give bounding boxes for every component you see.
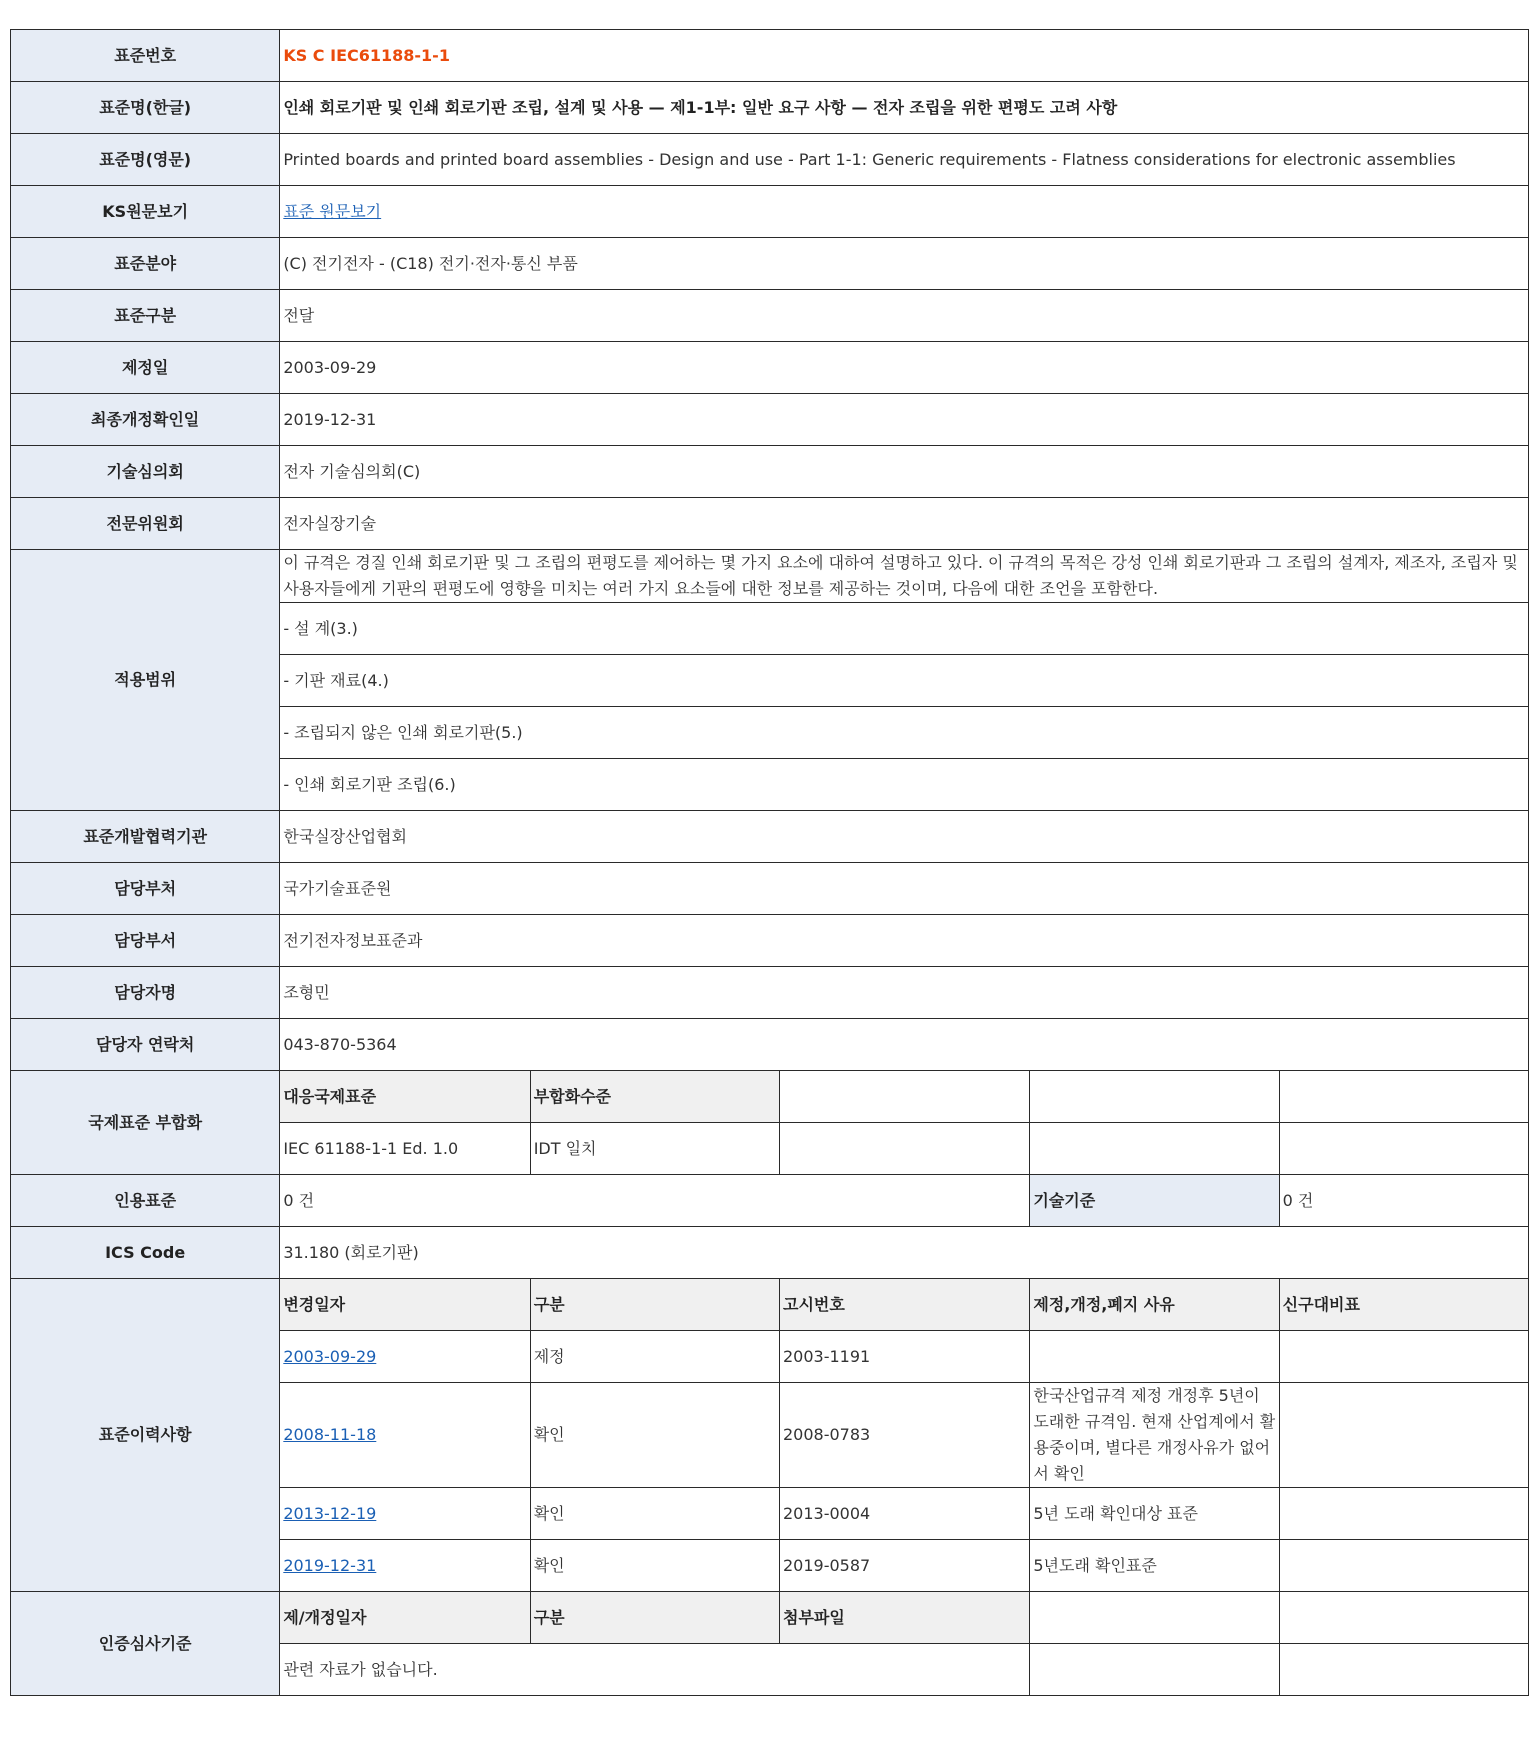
history-type: 확인: [530, 1383, 779, 1488]
category-value: 전달: [280, 290, 1529, 342]
standard-detail: [10, 29, 1529, 1696]
empty-cell: [1279, 1592, 1528, 1644]
row-ics: [11, 1227, 1529, 1279]
person-value: 조형민: [280, 967, 1529, 1019]
intl-level-value: IDT 일치: [530, 1123, 779, 1175]
label-last-confirmed: 최종개정확인일: [11, 394, 280, 446]
row-intl-header: [11, 1071, 1529, 1123]
history-header-notice: 고시번호: [779, 1279, 1029, 1331]
history-comparison: [1279, 1540, 1528, 1592]
cert-header-attachment: 첨부파일: [779, 1592, 1029, 1644]
row-field: [11, 238, 1529, 290]
history-date-cell: [280, 1331, 530, 1383]
row-original: [11, 186, 1529, 238]
scope-item: - 조립되지 않은 인쇄 회로기판(5.): [280, 707, 1529, 759]
history-header-date: 변경일자: [280, 1279, 530, 1331]
label-dev-org: 표준개발협력기관: [11, 811, 280, 863]
label-established: 제정일: [11, 342, 280, 394]
label-person: 담당자명: [11, 967, 280, 1019]
committee-value: 전자 기술심의회(C): [280, 446, 1529, 498]
empty-cell: [1030, 1592, 1279, 1644]
intl-header-level: 부합화수준: [530, 1071, 779, 1123]
row-name-kr: [11, 82, 1529, 134]
contact-value: 043-870-5364: [280, 1019, 1529, 1071]
original-cell: [280, 186, 1529, 238]
scope-item: - 설 계(3.): [280, 603, 1529, 655]
scope-intro: 이 규격은 경질 인쇄 회로기판 및 그 조립의 편평도를 제어하는 몇 가지 요소에 대하여 설명하고 있다. 이 규격의 목적은 강성 인쇄 회로기판과 그 조립의 설계자, 제조자, 조립자 및 사용자들에게 기판의 편평도에 영향을 미치는 여러 가지 요소들에 대한 정보를 제공하는 것이며, 다음에 대한 조언을 포함한다.: [280, 550, 1529, 603]
expert-committee-value: 전자실장기술: [280, 498, 1529, 550]
empty-cell: [1030, 1123, 1279, 1175]
empty-cell: [1279, 1644, 1528, 1696]
history-comparison: [1279, 1383, 1528, 1488]
history-date-cell: [280, 1488, 530, 1540]
intl-header-standard: 대응국제표준: [280, 1071, 530, 1123]
row-last-confirmed: [11, 394, 1529, 446]
label-ministry: 담당부처: [11, 863, 280, 915]
history-notice: 2013-0004: [779, 1488, 1029, 1540]
label-history: 표준이력사항: [11, 1279, 280, 1592]
label-cert: 인증심사기준: [11, 1592, 280, 1696]
row-std-no: [11, 30, 1529, 82]
std-no-value: KS C IEC61188-1-1: [280, 30, 1529, 82]
intl-standard-value: IEC 61188-1-1 Ed. 1.0: [280, 1123, 530, 1175]
label-original: KS원문보기: [11, 186, 280, 238]
history-comparison: [1279, 1331, 1528, 1383]
row-cited: [11, 1175, 1529, 1227]
empty-cell: [779, 1071, 1029, 1123]
history-reason: [1030, 1331, 1279, 1383]
cert-header-date: 제/개정일자: [280, 1592, 530, 1644]
standard-detail-table: [10, 29, 1529, 1696]
row-category: [11, 290, 1529, 342]
history-notice: 2003-1191: [779, 1331, 1029, 1383]
ics-value: 31.180 (회로기판): [280, 1227, 1529, 1279]
label-field: 표준분야: [11, 238, 280, 290]
scope-item: - 인쇄 회로기판 조립(6.): [280, 759, 1529, 811]
label-name-en: 표준명(영문): [11, 134, 280, 186]
label-expert-committee: 전문위원회: [11, 498, 280, 550]
label-contact: 담당자 연락처: [11, 1019, 280, 1071]
name-en-value: Printed boards and printed board assemblies - Design and use - Part 1-1: Generic requirements - Flatness considerations for electronic assemblies: [280, 134, 1529, 186]
history-header-comparison: 신구대비표: [1279, 1279, 1528, 1331]
row-ministry: [11, 863, 1529, 915]
ministry-value: 국가기술표준원: [280, 863, 1529, 915]
label-tech-standard: 기술기준: [1030, 1175, 1279, 1227]
history-date-link[interactable]: 2013-12-19: [283, 1503, 377, 1523]
history-date-cell: [280, 1540, 530, 1592]
history-notice: 2008-0783: [779, 1383, 1029, 1488]
empty-cell: [1279, 1071, 1528, 1123]
label-intl: 국제표준 부합화: [11, 1071, 280, 1175]
scope-item: - 기판 재료(4.): [280, 655, 1529, 707]
tech-standard-value: 0 건: [1279, 1175, 1528, 1227]
label-cited: 인용표준: [11, 1175, 280, 1227]
history-comparison: [1279, 1488, 1528, 1540]
history-notice: 2019-0587: [779, 1540, 1029, 1592]
field-value: (C) 전기전자 - (C18) 전기·전자·통신 부품: [280, 238, 1529, 290]
row-dev-org: [11, 811, 1529, 863]
history-type: 확인: [530, 1540, 779, 1592]
label-name-kr: 표준명(한글): [11, 82, 280, 134]
label-ics: ICS Code: [11, 1227, 280, 1279]
history-reason: 한국산업규격 제정 개정후 5년이 도래한 규격임. 현재 산업계에서 활용중이며, 별다른 개정사유가 없어서 확인: [1030, 1383, 1279, 1488]
row-cert-header: [11, 1592, 1529, 1644]
label-category: 표준구분: [11, 290, 280, 342]
row-department: [11, 915, 1529, 967]
label-scope: 적용범위: [11, 550, 280, 811]
history-type: 확인: [530, 1488, 779, 1540]
department-value: 전기전자정보표준과: [280, 915, 1529, 967]
history-reason: 5년 도래 확인대상 표준: [1030, 1488, 1279, 1540]
history-date-link[interactable]: 2019-12-31: [283, 1555, 377, 1575]
history-header-reason: 제정,개정,폐지 사유: [1030, 1279, 1279, 1331]
view-original-link[interactable]: 표준 원문보기: [283, 201, 382, 221]
history-type: 제정: [530, 1331, 779, 1383]
cert-header-type: 구분: [530, 1592, 779, 1644]
history-date-link[interactable]: 2008-11-18: [283, 1425, 377, 1444]
empty-cell: [1030, 1071, 1279, 1123]
label-department: 담당부서: [11, 915, 280, 967]
established-value: 2003-09-29: [280, 342, 1529, 394]
row-committee: [11, 446, 1529, 498]
empty-cell: [1279, 1123, 1528, 1175]
name-kr-value: 인쇄 회로기판 및 인쇄 회로기판 조립, 설계 및 사용 — 제1-1부: 일반 요구 사항 — 전자 조립을 위한 편평도 고려 사항: [280, 82, 1529, 134]
cited-value: 0 건: [280, 1175, 1030, 1227]
row-name-en: [11, 134, 1529, 186]
row-scope-intro: [11, 550, 1529, 603]
dev-org-value: 한국실장산업협회: [280, 811, 1529, 863]
row-expert-committee: [11, 498, 1529, 550]
label-committee: 기술심의회: [11, 446, 280, 498]
cert-empty-message: 관련 자료가 없습니다.: [280, 1644, 1030, 1696]
history-reason: 5년도래 확인표준: [1030, 1540, 1279, 1592]
label-std-no: 표준번호: [11, 30, 280, 82]
history-date-cell: [280, 1383, 530, 1488]
empty-cell: [779, 1123, 1029, 1175]
row-established: [11, 342, 1529, 394]
row-contact: [11, 1019, 1529, 1071]
row-person: [11, 967, 1529, 1019]
last-confirmed-value: 2019-12-31: [280, 394, 1529, 446]
history-date-link[interactable]: 2003-09-29: [283, 1346, 377, 1366]
history-header-type: 구분: [530, 1279, 779, 1331]
row-history-header: [11, 1279, 1529, 1331]
empty-cell: [1030, 1644, 1279, 1696]
